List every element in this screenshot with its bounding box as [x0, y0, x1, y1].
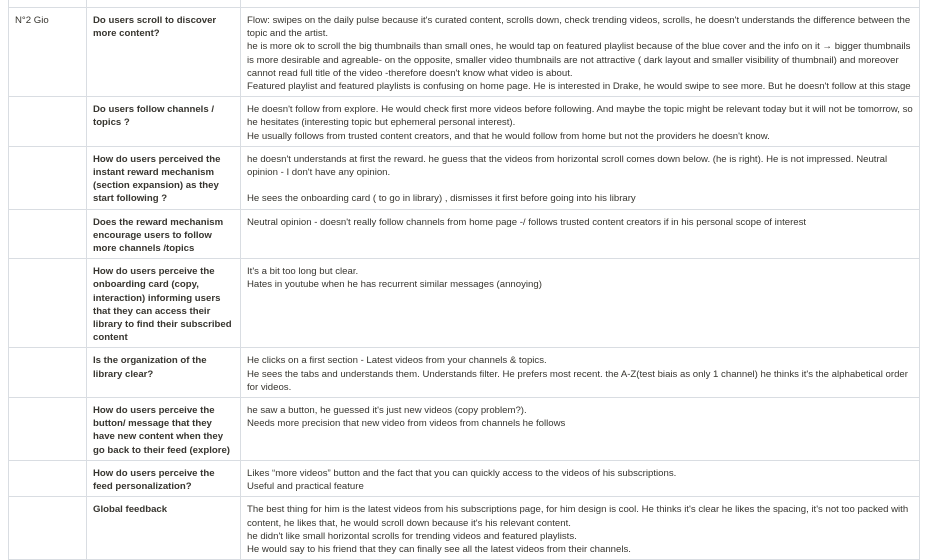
answer-cell	[241, 398, 920, 461]
question-text: Do users follow channels / topics ?	[93, 104, 215, 129]
answer-line: Needs more precision that new video from videos from channels he follows	[247, 418, 566, 430]
answer-line: He sees the tabs and understands them. Understands filter. He prefers most recent. the A-Z(test biais as only 1 channel) he thinks it's the alphabetical order for videos.	[247, 368, 908, 393]
question-text: How do users perceive the onboarding card (copy, interaction) informing users that they can access their library to find their subscribed content	[93, 266, 232, 344]
table-row	[9, 97, 920, 147]
table-row-partial	[9, 0, 920, 8]
answer-line: he saw a button, he guessed it's just new videos (copy problem?).	[247, 405, 527, 417]
answer-line: Useful and practical feature	[247, 481, 364, 493]
question-cell	[87, 497, 241, 560]
answer-line: He doesn't follow from explore. He would check first more videos before following. And maybe the topic might be relevant today but it will not be tomorrow, so he hesitates (interesting topic but ephemeral personal interest).	[247, 104, 913, 129]
question-text: How do users perceived the instant reward mechanism (section expansion) as they start following ?	[93, 153, 221, 205]
participant-cell	[9, 460, 87, 496]
question-text: How do users perceive the button/ message that they have new content when they go back to their feed (explore)	[93, 405, 231, 456]
answer-cell	[241, 348, 920, 398]
answer-line: Featured playlist and featured playlists is confusing on home page. He is interested in Drake, he would swipe to see more. But he doesn't follow at this stage	[247, 81, 911, 93]
answer-line: he didn't like small horizontal scrolls for trending videos and featured playlists.	[247, 530, 577, 542]
answer-line: It's a bit too long but clear.	[247, 266, 359, 278]
question-text: Does the reward mechanism encourage users to follow more channels /topics	[93, 216, 224, 255]
answer-cell	[241, 497, 920, 560]
answer-line: The best thing for him is the latest videos from his subscriptions page, for him design is cool. He thinks it's clear he likes the spacing, it's not too packed with content, he likes that, he would scroll down because it's his relevant content.	[247, 504, 909, 529]
answer-cell	[241, 8, 920, 97]
participant-cell	[9, 8, 87, 97]
answer-cell	[241, 209, 920, 259]
answer-line: Flow: swipes on the daily pulse because it's curated content, scrolls down, check trending videos, scrolls, he doesn't understands the difference between the topic and the artist.	[247, 15, 911, 40]
answer-cell	[241, 97, 920, 147]
answer-line: He usually follows from trusted content creators, and that he would follow from home but not the providers he doesn't know.	[247, 130, 770, 142]
participant-label: N°2 Gio	[15, 15, 49, 26]
question-cell	[87, 460, 241, 496]
table-row	[9, 348, 920, 398]
question-cell	[87, 398, 241, 461]
answer-cell	[241, 259, 920, 348]
table-row	[9, 8, 920, 97]
participant-cell	[9, 97, 87, 147]
table-row	[9, 460, 920, 496]
question-text: Global feedback	[93, 504, 168, 516]
question-cell	[87, 146, 241, 209]
answer-line: he is more ok to scroll the big thumbnails than small ones, he would tap on featured playlist because of the blue cover and the info on it → bigger thumbnails is more desirable and agreable- on the opposite, smaller video thumbnails are not attractive ( dark layout and smaller visibility of thumbnail) and moreover cannot read full title of the video -therefore doesn't know what video is about.	[247, 41, 911, 79]
question-cell	[87, 209, 241, 259]
question-cell	[87, 0, 241, 8]
answer-line: He would say to his friend that they can finally see all the latest videos from their channels.	[247, 543, 631, 555]
participant-cell	[9, 497, 87, 560]
answer-line: He clicks on a first section - Latest videos from your channels & topics.	[247, 355, 547, 367]
table-row	[9, 398, 920, 461]
participant-cell	[9, 146, 87, 209]
participant-cell	[9, 348, 87, 398]
table-row	[9, 259, 920, 348]
participant-cell	[9, 259, 87, 348]
answer-line: Hates in youtube when he has recurrent similar messages (annoying)	[247, 279, 542, 291]
answer-line: He sees the onboarding card ( to go in library) , dismisses it first before going into his library	[247, 193, 636, 205]
answer-line: Neutral opinion - doesn't really follow channels from home page -/ follows trusted content creators if in his personal scope of interest	[247, 216, 807, 228]
table-row	[9, 146, 920, 209]
answer-line: Likes “more videos” button and the fact that you can quickly access to the videos of his subscriptions.	[247, 467, 677, 479]
participant-cell	[9, 0, 87, 8]
answer-cell	[241, 0, 920, 8]
answer-cell	[241, 460, 920, 496]
answer-cell	[241, 146, 920, 209]
table-row	[9, 209, 920, 259]
question-text: Is the organization of the library clear?	[93, 355, 207, 380]
question-cell	[87, 8, 241, 97]
question-text: Do users scroll to discover more content?	[93, 15, 217, 40]
answer-line	[247, 179, 913, 192]
question-cell	[87, 97, 241, 147]
question-text: How do users perceive the feed personalization?	[93, 467, 215, 493]
question-cell	[87, 348, 241, 398]
feedback-table	[8, 0, 920, 560]
question-cell	[87, 259, 241, 348]
table-row	[9, 497, 920, 560]
participant-cell	[9, 398, 87, 461]
participant-cell	[9, 209, 87, 259]
answer-line: he doesn't understands at first the reward. he guess that the videos from horizontal scroll comes down below. (he is right). He is not impressed. Neutral opinion - I don't have any opinion.	[247, 153, 888, 179]
